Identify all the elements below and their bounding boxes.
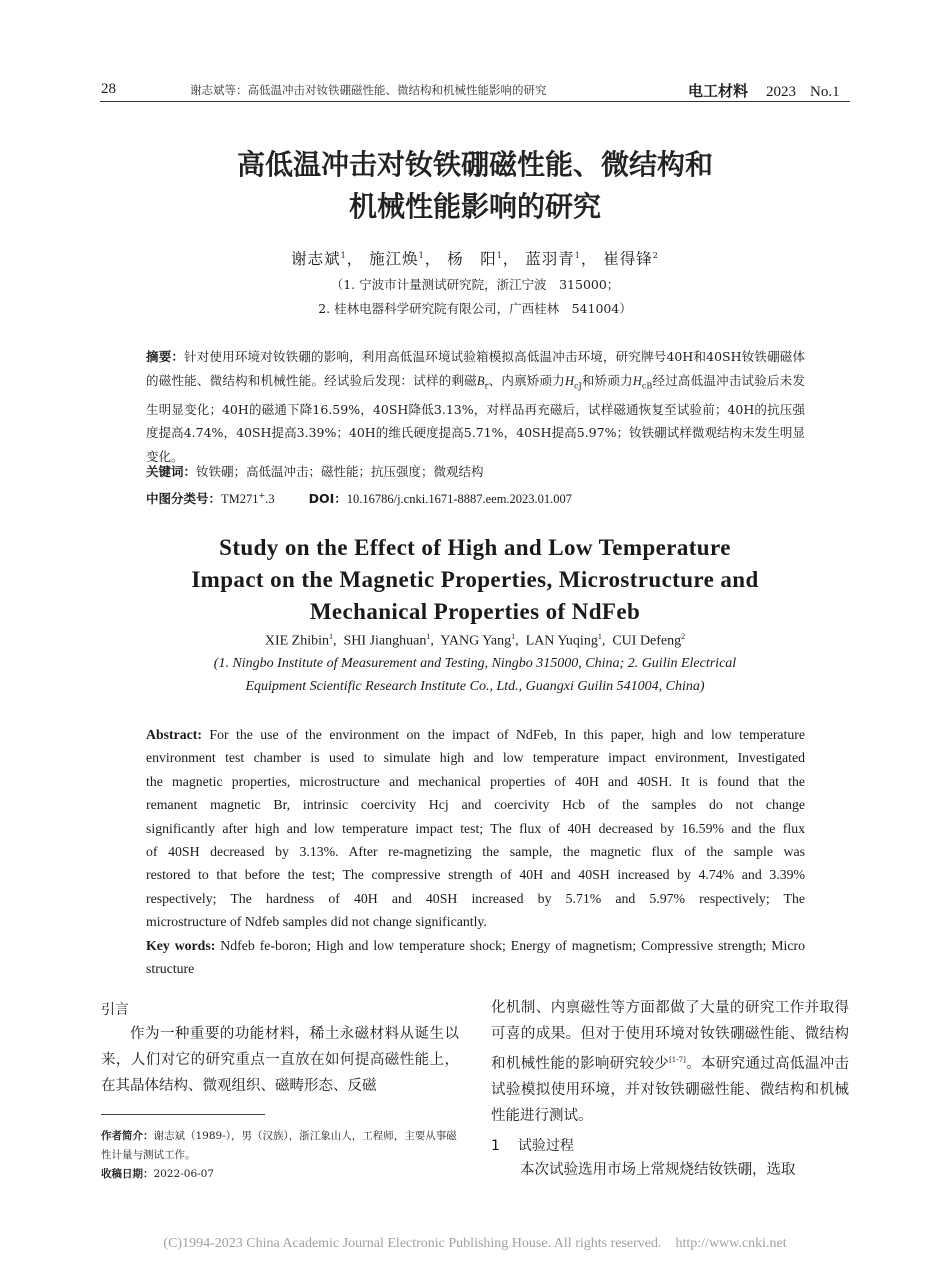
abstract-en-label: Abstract: xyxy=(146,727,202,742)
abstract-cn-label: 摘要： xyxy=(146,349,185,364)
intro-text-left: 作为一种重要的功能材料，稀土永磁材料从诞生以来，人们对它的研究重点一直放在如何提高磁性能上，在其晶体结构、微观组织、磁畴形态、反磁 xyxy=(101,1026,459,1094)
running-title: 谢志斌等：高低温冲击对钕铁硼磁性能、微结构和机械性能影响的研究 xyxy=(190,83,547,97)
intro-text-right: 化机制、内禀磁性等方面都做了大量的研究工作并取得可喜的成果。但对于使用环境对钕铁硼磁性能、微结构和机械性能的影响研究较少[1-7]。本研究通过高低温冲击试验模拟使用环境，并对钕铁硼磁性能、微结构和机械性能进行测试。 xyxy=(491,1000,850,1124)
author-cn: 蓝羽青 xyxy=(525,250,575,268)
classification: 中图分类号：TM271+.3 DOI：10.16786/j.cnki.1671-8887.eem.2023.01.007 xyxy=(146,491,573,507)
header-rule xyxy=(100,101,850,102)
section1-heading: 1 试验过程 xyxy=(491,1138,574,1154)
citation: [1-7] xyxy=(669,1056,686,1064)
intro-heading: 引言 xyxy=(101,1002,129,1018)
title-cn-line2: 机械性能影响的研究 xyxy=(348,190,601,223)
copyright-footer: (C)1994-2023 China Academic Journal Electronic Publishing House. All rights reserved. http://www.cnki.net xyxy=(163,1236,787,1251)
affiliation-en-line2: Equipment Scientific Research Institute Co., Ltd., Guangxi Guilin 541004, China) xyxy=(245,679,705,694)
title-en-line2: Impact on the Magnetic Properties, Microstructure and xyxy=(191,567,759,592)
author-cn: 杨 阳 xyxy=(447,250,497,268)
page-number: 28 xyxy=(101,81,116,97)
title-cn-line1: 高低温冲击对钕铁硼磁性能、微结构和 xyxy=(236,148,713,181)
doi-label: DOI： xyxy=(308,491,347,507)
authors-cn: 谢志斌$^1$， 施江焕$^1$， 杨 阳$^1$， 蓝羽青$^1$， 崔得锋$^2$ xyxy=(291,250,659,268)
footnote-author-label: 作者简介： xyxy=(101,1130,154,1142)
title-en-line1: Study on the Effect of High and Low Temperature xyxy=(219,535,731,560)
clc-label: 中图分类号： xyxy=(146,491,222,507)
cnki-link[interactable]: http://www.cnki.net xyxy=(675,1236,787,1251)
affiliation-cn-line1: （1. 宁波市计量测试研究院，浙江宁波 315000； xyxy=(330,277,620,292)
footnote-date: 收稿日期：2022-06-07 xyxy=(101,1168,215,1180)
footnote-rule xyxy=(101,1114,265,1115)
journal-name: 电工材料 xyxy=(688,82,749,100)
journal-year: 2023 xyxy=(766,84,797,100)
author-cn: 谢志斌 xyxy=(291,250,341,268)
affiliation-en-line1: (1. Ningbo Institute of Measurement and Testing, Ningbo 315000, China; 2. Guilin Electrical xyxy=(213,656,737,671)
keywords-en-label: Key words: xyxy=(146,938,216,953)
author-cn: 施江焕 xyxy=(369,250,419,268)
abstract-cn: 摘要：针对使用环境对钕铁硼的影响，利用高低温环境试验箱模拟高低温冲击环境，研究牌号40H和40SH钕铁硼磁体的磁性能、微结构和机械性能。经试验后发现：试样的剩磁$B_r$、内禀矫顽力$H_{cJ}$和矫顽力$H_{cB}$经过高低温冲击试验后未发生明显变化；40H的磁通下降16.59%，40SH降低3.13%，对样品再充磁后，试样磁通恢复至试验前；40H的抗压强度提高4.74%，40SH提高3.39%；40H的维氏硬度提高5.71%，40SH提高5.97%；钕铁硼试样微观结构未发生明显变化。 xyxy=(146,349,805,464)
abstract-en: Abstract: For the use of the environment on the impact of NdFeb, In this paper, high and low temperature environment test chamber is used to simulate high and low temperature impact environment, Investigated the magnetic properties, microstructure and mechanical properties of 40H and 40SH. It is found that the remanent magnetic Br, intrinsic coercivity Hcj and coercivity Hcb of the samples do not change significantly after high and low temperature impact test; The flux of 40H decreased by 16.59% and the flux of 40SH decreased by 3.13%. After re-magnetizing the sample, the magnetic flux of the sample was restored to that before the test; The compressive strength of 40H and 40SH increased by 4.74% and 3.39% respectively; The hardness of 40H and 40SH increased by 5.71% and 5.97% respectively; The microstructure of Ndfeb samples did not change significantly. xyxy=(146,727,806,930)
keywords-cn: 关键词：钕铁硼；高低温冲击；磁性能；抗压强度；微观结构 xyxy=(146,464,484,479)
journal-issue: No.1 xyxy=(810,84,840,100)
title-en-line3: Mechanical Properties of NdFeb xyxy=(309,599,641,624)
section1-text: 本次试验选用市场上常规烧结钕铁硼，选取 xyxy=(520,1162,796,1178)
keywords-cn-label: 关键词： xyxy=(146,464,197,479)
doi-value: 10.16786/j.cnki.1671-8887.eem.2023.01.007 xyxy=(346,492,573,507)
author-cn: 崔得锋 xyxy=(603,250,653,268)
footnote-author: 作者简介：谢志斌（1989-），男（汉族），浙江象山人，工程师，主要从事磁性计量与测试工作。 xyxy=(101,1130,457,1161)
journal-info xyxy=(688,80,840,101)
authors-en: XIE Zhibin$^1$, SHI Jianghuan$^1$, YANG Yang$^1$, LAN Yuqing$^1$, CUI Defeng$^2$ xyxy=(264,632,686,649)
affiliation-cn-line2: 2. 桂林电器科学研究院有限公司，广西桂林 541004） xyxy=(318,301,632,316)
keywords-en: Key words: Ndfeb fe-boron; High and low temperature shock; Energy of magnetism; Compressive strength; Micro structure xyxy=(146,938,806,977)
footnote-date-label: 收稿日期： xyxy=(101,1168,154,1180)
